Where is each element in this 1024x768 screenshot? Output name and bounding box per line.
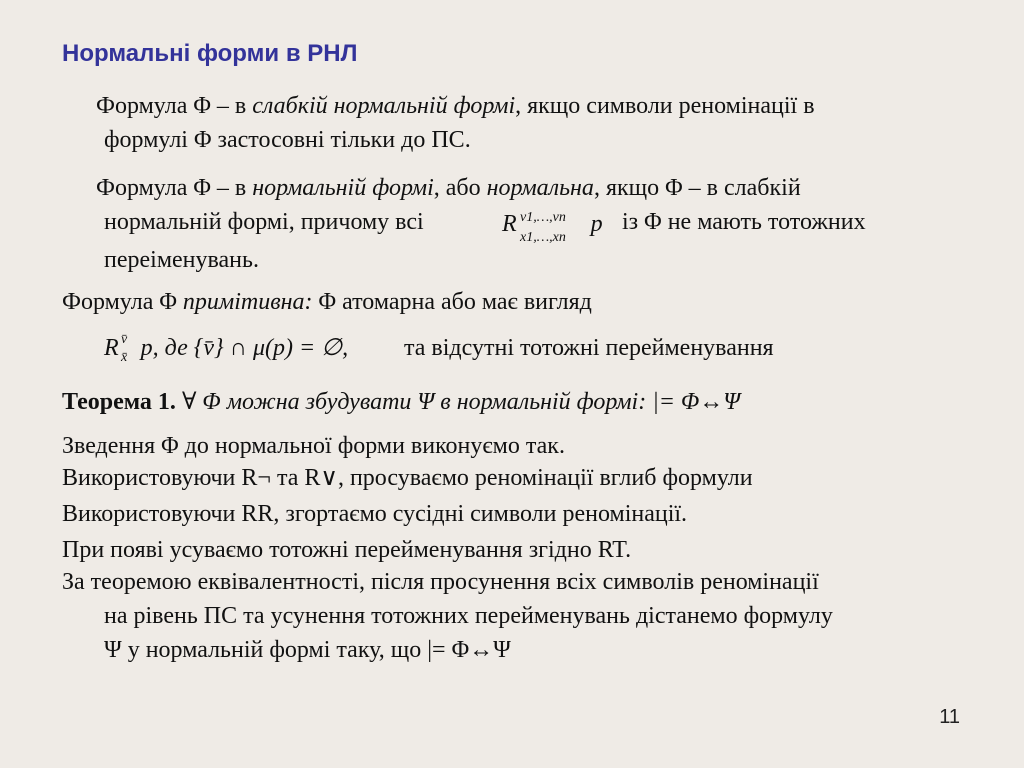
renomination-formula-2 (104, 332, 349, 365)
p2-line3: переіменувань. (104, 247, 259, 273)
p1-text-c: , якщо символи реномінації в (515, 93, 815, 119)
procedure-line-3: Використовуючи RR, згортаємо сусідні символи реномінації. (62, 501, 688, 527)
renomination-symbol-2 (104, 332, 128, 365)
page-number: 11 (939, 706, 960, 728)
formula2-subscript: x̄ (121, 350, 128, 365)
p2-text-f: нормальній формі, причому всі (104, 209, 424, 235)
p2-term-normal: нормальна (486, 175, 594, 201)
p2-text-a: Формула Φ – в (96, 175, 253, 201)
p2-text-c: , або (433, 175, 487, 201)
p2-line1 (96, 174, 801, 202)
procedure-line-7: Ψ у нормальній формі таку, що |= Φ↔Ψ (104, 637, 511, 663)
procedure-line-5: За теоремою еквівалентності, після просунення всіх символів реномінації (62, 569, 819, 595)
p3-text-a: Формула Φ (62, 289, 183, 315)
p3-term-primitive: примітивна: (182, 289, 313, 315)
p3-text-c: Φ атомарна або має вигляд (312, 289, 592, 315)
theorem-label: Теорема 1. (62, 389, 176, 415)
theorem-text: ∀ Φ можна збудувати Ψ в нормальній формі: |= Φ↔Ψ (175, 389, 741, 415)
procedure-line-2: Використовуючи R¬ та R∨, просуваємо реномінації вглиб формули (62, 465, 753, 491)
theorem-1 (62, 388, 740, 416)
renomination-symbol (502, 210, 566, 245)
procedure-line-1: Зведення Φ до нормальної форми виконуємо так. (62, 433, 565, 459)
formula2-condition: p, де {v̄} ∩ μ(p) = ∅, (140, 335, 349, 361)
formula2-superscript: v̄ (121, 332, 128, 347)
p1-line2: формулі Φ застосовні тільки до ПС. (104, 127, 471, 153)
procedure-line-6: на рівень ПС та усунення тотожних перейменувань дістанемо формулу (104, 603, 833, 629)
formula2-R: R (104, 335, 119, 361)
formula1-R: R (502, 211, 517, 237)
formula1-superscript: v1,…,vn (520, 210, 566, 225)
p3-line (62, 288, 592, 316)
slide-title: Нормальні форми в РНЛ (62, 40, 358, 67)
renomination-formula-1 (502, 210, 603, 245)
formula1-p: p (590, 211, 603, 237)
p2-text-e: , якщо Φ – в слабкій (593, 175, 801, 201)
p1-text-a: Формула Φ – в (96, 93, 253, 119)
p1-term-weak-normal-form: слабкій нормальній формі (252, 93, 516, 119)
p1-line1 (96, 92, 815, 120)
p2-line2-tail: із Φ не мають тотожних (622, 209, 866, 235)
p2-term-normal-form: нормальній формі (252, 175, 434, 201)
p2-line2 (104, 208, 424, 236)
procedure-line-4: При появі усуваємо тотожні перейменування згідно RT. (62, 537, 632, 563)
formula2-tail: та відсутні тотожні перейменування (404, 335, 774, 361)
formula1-subscript: x1,…,xn (520, 230, 566, 245)
